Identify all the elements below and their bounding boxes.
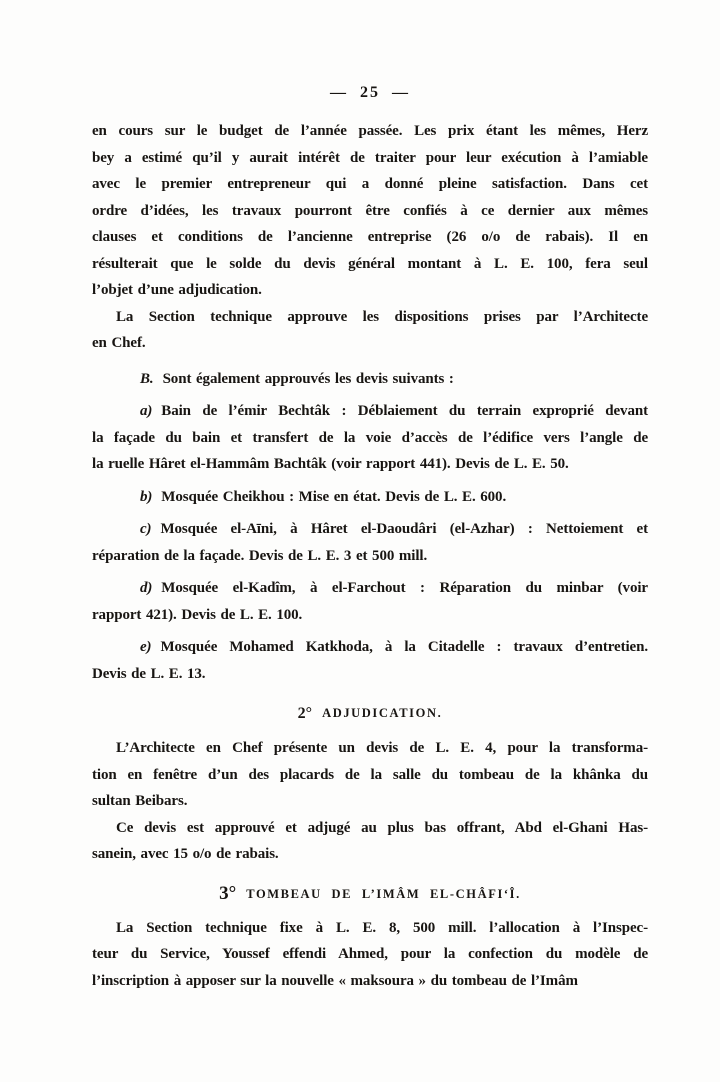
text-line-content: sanein, avec 15 o/o de rabais. xyxy=(92,846,279,862)
text-line xyxy=(92,735,648,762)
text-line-content: teur du Service, Youssef effendi Ahmed, pour la confection du modèle de xyxy=(92,946,648,962)
text-line-content: réparation de la façade. Devis de L. E. 3 et 500 mill. xyxy=(92,547,428,564)
list-marker: d) xyxy=(140,580,153,596)
text-line xyxy=(92,788,648,815)
text-line-content: L’Architecte en Chef présente un devis de L. E. 4, pour la transforma- xyxy=(116,740,648,756)
text-line-content: la ruelle Hâret el-Hammâm Bachtâk (voir rapport 441). Devis de L. E. 50. xyxy=(92,456,569,472)
text-line xyxy=(92,661,648,688)
text-line xyxy=(92,815,648,842)
paragraph xyxy=(92,575,648,628)
text-block xyxy=(92,84,648,994)
text-line xyxy=(92,330,648,357)
paragraph xyxy=(92,118,648,304)
text-line-content: résulterait que le solde du devis général montant à L. E. 100, fera seul xyxy=(92,255,648,272)
text-line xyxy=(92,366,648,393)
text-line xyxy=(92,602,648,629)
text-line xyxy=(92,484,648,511)
text-line-content: bey a estimé qu’il y aurait intérêt de traiter pour leur exécution à l’amiable xyxy=(92,149,648,166)
text-line xyxy=(92,118,648,145)
text-line xyxy=(92,425,648,452)
text-line-content: Devis de L. E. 13. xyxy=(92,665,206,682)
page-number: — 25 — xyxy=(330,84,410,101)
paragraph xyxy=(92,815,648,868)
text-line xyxy=(92,516,648,543)
text-line xyxy=(92,171,648,198)
list-marker: b) xyxy=(140,488,153,505)
text-line-content: en cours sur le budget de l’année passée. Les prix étant les mêmes, Herz xyxy=(92,123,648,139)
paragraph xyxy=(92,304,648,357)
list-marker: a) xyxy=(140,403,153,419)
list-marker: e) xyxy=(140,639,152,655)
text-line-content: sultan Beibars. xyxy=(92,793,188,809)
text-line-content: l’objet d’une adjudication. xyxy=(92,282,262,298)
text-line xyxy=(92,145,648,172)
paragraph xyxy=(92,634,648,687)
paragraph xyxy=(92,735,648,815)
text-line-content: Mosquée el-Aīni, à Hâret el-Daoudâri (el-Azhar) : Nettoiement et xyxy=(160,521,648,537)
heading-title: ADJUDICATION. xyxy=(322,706,443,720)
paragraph xyxy=(92,484,648,511)
text-line xyxy=(92,543,648,570)
text-line xyxy=(92,841,648,868)
text-line-content: clauses et conditions de l’ancienne entreprise (26 o/o de rabais). Il en xyxy=(92,229,648,245)
text-line xyxy=(92,451,648,478)
text-line xyxy=(92,575,648,602)
text-line xyxy=(92,634,648,661)
text-line xyxy=(92,762,648,789)
text-line-content: en Chef. xyxy=(92,335,146,351)
text-line xyxy=(92,304,648,331)
text-line-content: Bain de l’émir Bechtâk : Déblaiement du terrain exproprié devant xyxy=(161,403,648,419)
text-line-content: avec le premier entrepreneur qui a donné pleine satisfaction. Dans cet xyxy=(92,176,648,192)
text-line-content: Mosquée Mohamed Katkhoda, à la Citadelle : travaux d’entretien. xyxy=(160,639,648,655)
text-line-content: l’inscription à apposer sur la nouvelle « maksoura » du tombeau de l’Imâm xyxy=(92,972,578,989)
text-line-content: rapport 421). Devis de L. E. 100. xyxy=(92,606,303,623)
heading-number: 2° xyxy=(297,705,313,722)
text-line xyxy=(92,277,648,304)
page-content xyxy=(92,118,648,994)
paragraph xyxy=(92,516,648,569)
text-line-content: tion en fenêtre d’un des placards de la salle du tombeau de la khânka du xyxy=(92,766,648,783)
section-heading xyxy=(92,882,648,906)
text-line xyxy=(92,251,648,278)
text-line xyxy=(92,915,648,942)
heading-number: 3° xyxy=(219,882,237,904)
text-line xyxy=(92,941,648,968)
paragraph xyxy=(92,366,648,393)
text-line-content: Mosquée el-Kadîm, à el-Farchout : Réparation du minbar (voir xyxy=(161,580,648,596)
text-line-content: la façade du bain et transfert de la voie d’accès de l’édifice vers l’angle de xyxy=(92,429,648,446)
list-marker: B. xyxy=(140,370,154,387)
text-line xyxy=(92,968,648,995)
text-line-content: ordre d’idées, les travaux pourront être confiés à ce dernier aux mêmes xyxy=(92,202,648,219)
list-marker: c) xyxy=(140,521,152,537)
text-line xyxy=(92,224,648,251)
text-line-content: Ce devis est approuvé et adjugé au plus bas offrant, Abd el-Ghani Has- xyxy=(116,819,648,836)
text-line-content: Mosquée Cheikhou : Mise en état. Devis de L. E. 600. xyxy=(161,488,507,505)
paragraph xyxy=(92,398,648,478)
heading-title: TOMBEAU DE L’IMÂM EL-CHÂFI‘Î. xyxy=(246,886,521,901)
text-line xyxy=(92,198,648,225)
section-heading xyxy=(92,701,648,726)
text-line-content: Sont également approuvés les devis suivants : xyxy=(162,370,454,387)
text-line xyxy=(92,398,648,425)
text-line-content: La Section technique fixe à L. E. 8, 500 mill. l’allocation à l’Inspec- xyxy=(116,919,648,936)
paragraph xyxy=(92,915,648,995)
text-line-content: La Section technique approuve les dispositions prises par l’Architecte xyxy=(116,308,648,325)
